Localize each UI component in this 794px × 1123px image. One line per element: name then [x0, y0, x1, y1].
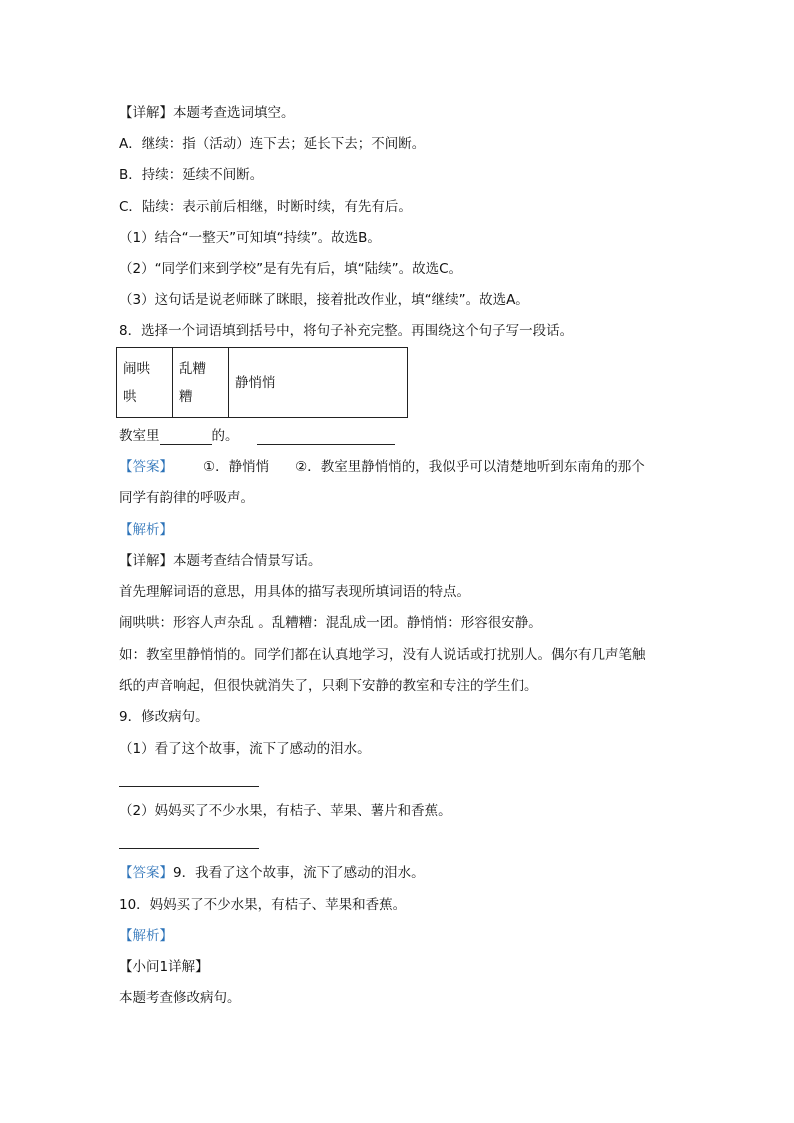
analysis-9-text: 本题考查修改病句。	[119, 990, 241, 1006]
explanation-3: （3）这句话是说老师眯了眯眼，接着批改作业，填“继续”。故选A。	[119, 292, 529, 308]
analysis-tag: 【解析】	[119, 522, 173, 538]
answer-9	[119, 864, 425, 882]
analysis-9-tag: 【解析】	[119, 928, 173, 944]
subquestion-1-heading: 【小问1详解】	[119, 959, 209, 975]
fill-suffix: 的。	[211, 428, 239, 444]
option-c: C．陆续：表示前后相继，时断时续，有先有后。	[119, 199, 412, 215]
word-2-part-1: 乱糟	[179, 360, 206, 377]
word-3: 静悄悄	[235, 374, 276, 391]
answer-10: 10．妈妈买了不少水果，有桔子、苹果和香蕉。	[119, 897, 407, 913]
analysis-8-p1: 首先理解词语的意思，用具体的描写表现所填词语的特点。	[119, 584, 470, 600]
question-8: 8．选择一个词语填到括号中，将句子补充完整。再围绕这个句子写一段话。	[119, 323, 574, 339]
word-cell-1	[117, 348, 173, 418]
answer-9-text: 9．我看了这个故事，流下了感动的泪水。	[173, 865, 425, 881]
answer-9-tag: 【答案】	[119, 865, 173, 881]
answer-8	[119, 458, 645, 476]
question-9-sentence-2: （2）妈妈买了不少水果，有桔子、苹果、薯片和香蕉。	[119, 803, 452, 819]
answer-8-part-2: ②．教室里静悄悄的，我似乎可以清楚地听到东南角的那个	[295, 459, 645, 475]
answer-8-continued: 同学有韵律的呼吸声。	[119, 490, 254, 506]
question-9-sentence-1: （1）看了这个故事，流下了感动的泪水。	[119, 741, 371, 757]
word-1-part-2: 哄	[123, 388, 137, 405]
fill-blank[interactable]	[160, 430, 212, 445]
option-b: B．持续：延续不间断。	[119, 167, 264, 183]
answer-8-part-1: ①．静悄悄	[203, 459, 270, 475]
word-choice-table	[116, 347, 408, 418]
word-cell-3	[229, 348, 408, 418]
analysis-8-p3b: 纸的声音响起，但很快就消失了，只剩下安静的教室和专注的学生们。	[119, 678, 538, 694]
explanation-1: （1）结合“一整天”可知填“持续”。故选B。	[119, 230, 381, 246]
word-cell-2	[173, 348, 229, 418]
word-2-part-2: 糟	[179, 388, 193, 405]
analysis-8-p2: 闹哄哄：形容人声杂乱 。乱糟糟：混乱成一团。静悄悄：形容很安静。	[119, 615, 542, 631]
explanation-2: （2）“同学们来到学校”是有先有后，填“陆续”。故选C。	[119, 261, 462, 277]
detail-heading-8: 【详解】本题考查结合情景写话。	[119, 553, 322, 569]
question-9: 9．修改病句。	[119, 709, 209, 725]
analysis-8-p3a: 如：教室里静悄悄的。同学们都在认真地学习，没有人说话或打扰别人。偶尔有几声笔触	[119, 647, 646, 663]
writing-blank[interactable]	[257, 430, 395, 445]
fill-prefix: 教室里	[119, 428, 160, 444]
fill-in-sentence	[119, 427, 395, 445]
word-1-part-1: 闹哄	[123, 360, 150, 377]
answer-line-2[interactable]	[119, 848, 259, 849]
detail-heading-7: 【详解】本题考查选词填空。	[119, 105, 295, 121]
answer-line-1[interactable]	[119, 786, 259, 787]
answer-tag: 【答案】	[119, 459, 173, 475]
option-a: A．继续：指（活动）连下去；延长下去；不间断。	[119, 136, 426, 152]
